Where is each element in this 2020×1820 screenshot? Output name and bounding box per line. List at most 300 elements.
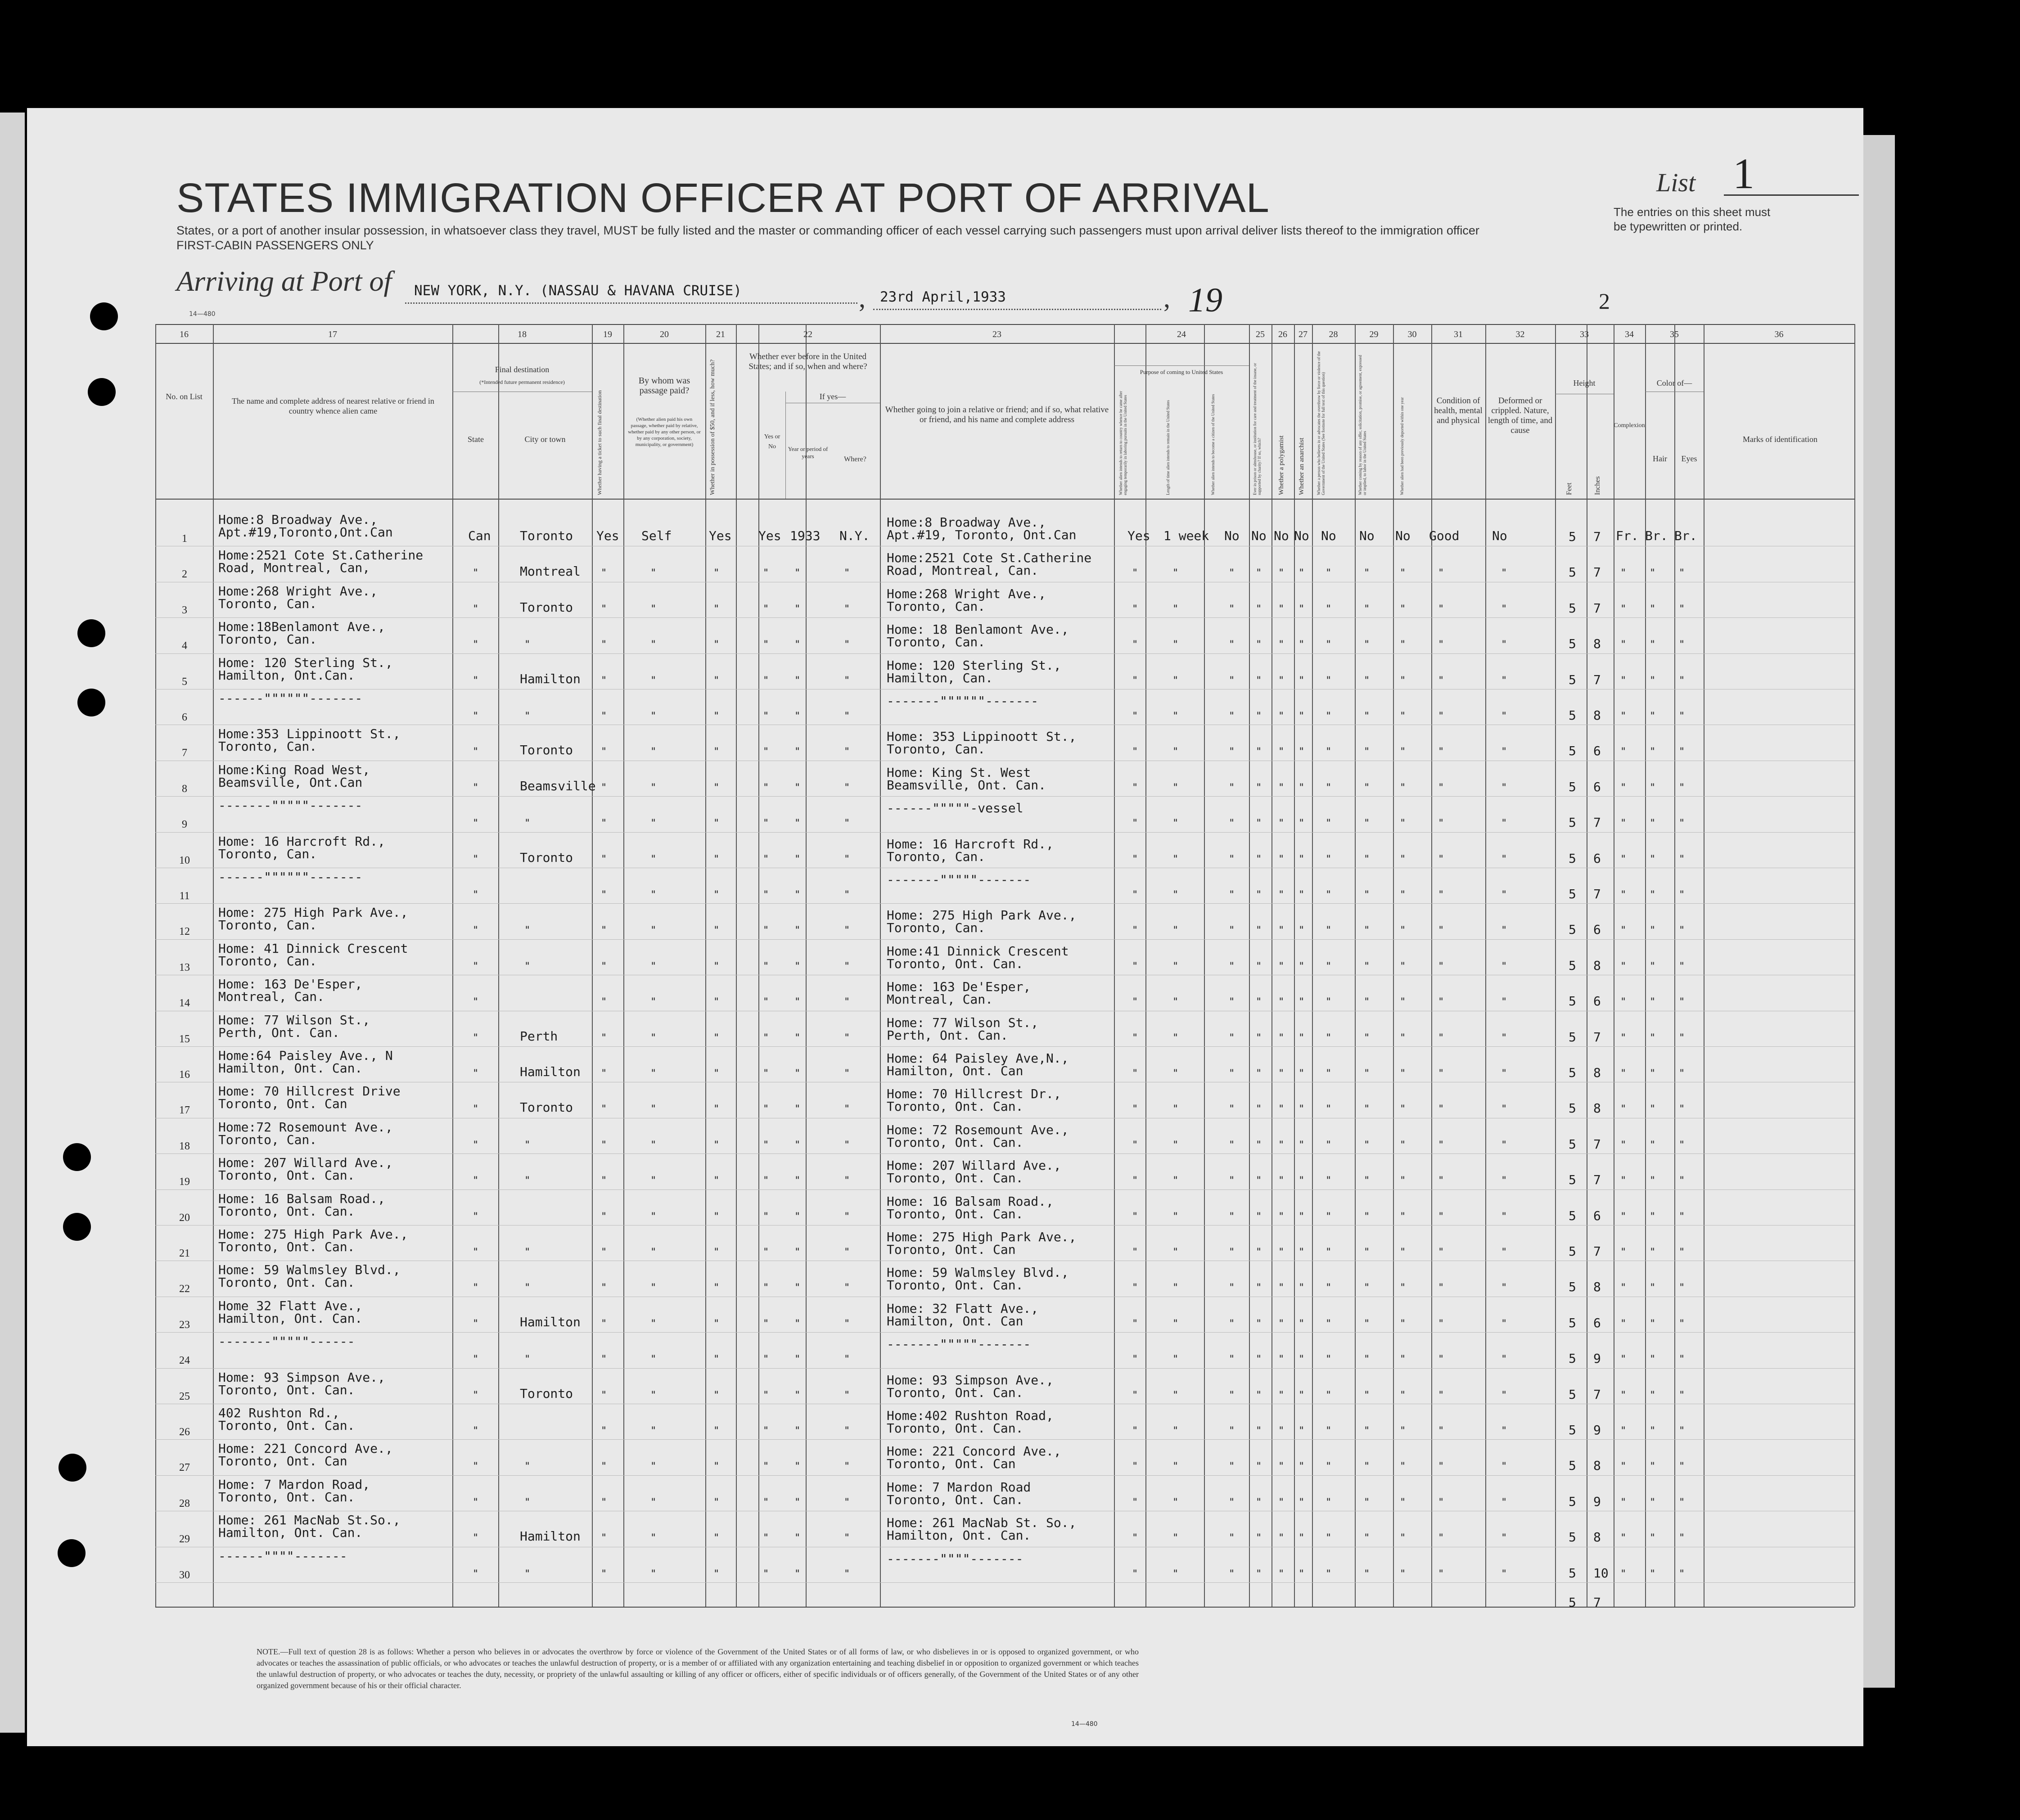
row-number: 23	[179, 1319, 190, 1331]
joining-address-line1: Home: 261 MacNab St. So.,	[887, 1515, 1077, 1531]
height-inches: 7	[1593, 1387, 1601, 1402]
ditto-mark: "	[1679, 1104, 1685, 1115]
ditto-mark: "	[1278, 1318, 1285, 1329]
ditto-mark: "	[1326, 1247, 1332, 1258]
ditto-mark: "	[1364, 925, 1370, 937]
ditto-mark: "	[1679, 1496, 1685, 1508]
ditto-mark: "	[763, 1568, 769, 1580]
ditto-mark: "	[1364, 1032, 1370, 1044]
ditto-mark: "	[713, 675, 720, 686]
ditto-mark: "	[524, 960, 531, 972]
ditto-mark: "	[1278, 996, 1285, 1008]
row-rule	[155, 1153, 1854, 1154]
height-inches: 8	[1593, 1458, 1601, 1473]
column-number: 24	[1177, 329, 1186, 339]
ditto-mark: "	[1679, 711, 1685, 722]
header-anarchist: Whether an anarchist	[1298, 437, 1305, 495]
ditto-mark: "	[1679, 746, 1685, 758]
ditto-mark: "	[794, 1354, 801, 1365]
joining-address-line2: Hamilton, Ont. Can	[887, 1313, 1024, 1329]
relative-address-line1: Home 32 Flatt Ave.,	[218, 1298, 363, 1313]
ditto-mark: "	[1679, 1175, 1685, 1187]
ditto-mark: "	[650, 818, 657, 829]
ditto-mark: "	[713, 1318, 720, 1329]
ditto-mark: "	[794, 675, 801, 686]
relative-address-line2: Road, Montreal, Can,	[218, 560, 370, 576]
header-yes-no: Yes or No	[764, 433, 780, 450]
ditto-mark: "	[1400, 1211, 1406, 1222]
ditto-mark: "	[763, 1068, 769, 1079]
ditto-mark: "	[1364, 1461, 1370, 1473]
ditto-mark: "	[473, 1247, 479, 1258]
relative-address-line2: Hamilton, Ont. Can.	[218, 1311, 363, 1326]
ditto-mark: "	[1229, 1425, 1235, 1437]
typewritten-note-line: be typewritten or printed.	[1614, 220, 1743, 233]
joining-address-line2: Toronto, Can.	[887, 920, 986, 936]
ditto-mark: "	[1256, 675, 1262, 686]
ditto-mark: "	[1326, 925, 1332, 937]
ditto-mark: "	[763, 889, 769, 901]
ditto-mark: "	[1620, 1568, 1627, 1580]
ditto-mark: "	[1256, 1211, 1262, 1222]
ditto-mark: "	[1679, 818, 1685, 829]
year-prefix: 19	[1188, 281, 1222, 319]
ditto-mark: "	[650, 1282, 657, 1294]
ditto-mark: "	[473, 1354, 479, 1365]
ditto-mark: "	[1229, 1247, 1235, 1258]
ditto-mark: "	[1256, 960, 1262, 972]
ditto-mark: "	[844, 746, 850, 758]
ditto-mark: "	[1132, 711, 1138, 722]
header-before-us: Whether ever before in the United States; and if so, when and where?	[748, 352, 867, 371]
ditto-mark: "	[1132, 568, 1138, 579]
ditto-mark: "	[1438, 639, 1444, 651]
ditto-mark: "	[1229, 1318, 1235, 1329]
height-inches: 7	[1593, 1595, 1601, 1610]
ditto-mark: "	[794, 746, 801, 758]
ditto-mark: "	[1650, 1461, 1656, 1473]
ditto-mark: "	[844, 1032, 850, 1044]
ditto-mark: "	[1299, 889, 1305, 901]
relative-address-line2: Toronto, Ont. Can.	[218, 1203, 355, 1219]
header-if-yes: If yes—	[819, 392, 846, 401]
ditto-mark: "	[1650, 960, 1656, 972]
joining-address-line1: Home:2521 Cote St.Catherine	[887, 550, 1092, 566]
ditto-mark: "	[844, 568, 850, 579]
row-rule	[155, 1475, 1854, 1476]
header-where: Where?	[844, 455, 866, 463]
joining-address-line2: Toronto, Ont. Can.	[887, 1171, 1024, 1186]
ditto-mark: "	[601, 1389, 607, 1401]
header-final-destination-note: (*Intended future permanent residence)	[479, 379, 565, 385]
ditto-mark: "	[794, 1104, 801, 1115]
relative-address-line1: Home: 16 Balsam Road.,	[218, 1191, 385, 1206]
ditto-mark: "	[473, 1496, 479, 1508]
ditto-mark: "	[1256, 1389, 1262, 1401]
ditto-mark: "	[1364, 1175, 1370, 1187]
ditto-mark: "	[601, 711, 607, 722]
ditto-mark: "	[1229, 1568, 1235, 1580]
row-rule	[155, 1582, 1854, 1583]
ditto-mark: "	[1620, 639, 1627, 651]
ditto-mark: "	[473, 675, 479, 686]
ditto-mark: "	[1438, 1104, 1444, 1115]
ditto-mark: "	[1278, 1532, 1285, 1544]
ditto-mark: "	[1364, 818, 1370, 829]
header-complexion: Complexion	[1614, 422, 1645, 429]
ditto-mark: "	[1679, 1282, 1685, 1294]
binder-hole	[90, 302, 118, 330]
ditto-mark: "	[794, 1175, 801, 1187]
ditto-mark: "	[1229, 925, 1235, 937]
ditto-mark: "	[1229, 818, 1235, 829]
ditto-mark: "	[601, 1104, 607, 1115]
ditto-mark: "	[1172, 1068, 1179, 1079]
relative-address-line1: Home: 221 Concord Ave.,	[218, 1441, 393, 1456]
ditto-mark: "	[763, 853, 769, 865]
ditto-mark: "	[1620, 675, 1627, 686]
row-number: 27	[179, 1462, 190, 1474]
row-number: 20	[179, 1212, 190, 1224]
ditto-mark: "	[1650, 818, 1656, 829]
ditto-mark: "	[1620, 1104, 1627, 1115]
relative-address-line1: Home: 120 Sterling St.,	[218, 655, 393, 670]
ditto-mark: "	[1132, 1318, 1138, 1329]
ditto-mark: "	[1679, 1354, 1685, 1365]
ditto-mark: "	[1172, 889, 1179, 901]
ditto-mark: "	[844, 1532, 850, 1544]
relative-address-line1: -------"""""-------	[218, 798, 363, 813]
ditto-mark: "	[1256, 1354, 1262, 1365]
relative-address-line1: Home: 70 Hillcrest Drive	[218, 1084, 401, 1099]
ditto-mark: "	[1400, 1175, 1406, 1187]
ditto-mark: "	[1256, 711, 1262, 722]
ditto-mark: "	[1679, 1568, 1685, 1580]
ditto-mark: "	[1132, 1389, 1138, 1401]
ditto-mark: "	[1438, 1532, 1444, 1544]
height-feet: 5	[1569, 1029, 1576, 1045]
ditto-mark: "	[1299, 1354, 1305, 1365]
ditto-mark: "	[1501, 1318, 1507, 1329]
ditto-mark: "	[1326, 1532, 1332, 1544]
ditto-mark: "	[1679, 1211, 1685, 1222]
row-number: 29	[179, 1533, 190, 1545]
joining-address-line2: Toronto, Ont. Can.	[887, 1135, 1024, 1150]
ditto-mark: "	[1229, 1104, 1235, 1115]
ditto-mark: "	[1364, 746, 1370, 758]
ditto-mark: "	[1132, 925, 1138, 937]
cell-city: Montreal	[520, 564, 581, 579]
height-inches: 8	[1593, 708, 1601, 723]
ditto-mark: "	[524, 1175, 531, 1187]
ditto-mark: "	[1299, 1461, 1305, 1473]
cell-before: Yes	[758, 528, 781, 543]
row-number: 19	[179, 1176, 190, 1188]
ditto-mark: "	[763, 960, 769, 972]
ditto-mark: "	[1679, 675, 1685, 686]
relative-address-line2: Apt.#19,Toronto,Ont.Can	[218, 525, 393, 540]
column-number: 17	[328, 329, 337, 339]
header-purpose-b: Length of time alien intends to remain in the United States	[1166, 400, 1170, 495]
ditto-mark: "	[1278, 568, 1285, 579]
ditto-mark: "	[524, 1354, 531, 1365]
ditto-mark: "	[650, 1032, 657, 1044]
relative-address-line1: ------""""""-------	[218, 691, 363, 706]
ditto-mark: "	[1299, 711, 1305, 722]
ditto-mark: "	[1400, 1104, 1406, 1115]
ditto-mark: "	[794, 1211, 801, 1222]
ditto-mark: "	[844, 1139, 850, 1151]
ditto-mark: "	[1501, 711, 1507, 722]
relative-address-line1: Home: 16 Harcroft Rd.,	[218, 833, 385, 849]
ditto-mark: "	[1229, 711, 1235, 722]
joining-address-line2: Toronto, Ont. Can.	[887, 1278, 1024, 1293]
ditto-mark: "	[1620, 818, 1627, 829]
ditto-mark: "	[601, 996, 607, 1008]
ditto-mark: "	[1299, 1139, 1305, 1151]
ditto-mark: "	[1438, 711, 1444, 722]
ditto-mark: "	[1438, 1568, 1444, 1580]
ditto-mark: "	[844, 853, 850, 865]
height-inches: 8	[1593, 1101, 1601, 1116]
height-inches: 7	[1593, 815, 1601, 830]
relative-address-line1: Home: 163 De'Esper,	[218, 977, 363, 992]
ditto-mark: "	[1299, 818, 1305, 829]
ditto-mark: "	[1278, 1068, 1285, 1079]
ditto-mark: "	[601, 1211, 607, 1222]
ditto-mark: "	[1438, 889, 1444, 901]
row-number: 13	[179, 961, 190, 973]
ditto-mark: "	[1364, 603, 1370, 615]
ditto-mark: "	[1501, 1104, 1507, 1115]
ditto-mark: "	[1438, 1282, 1444, 1294]
header-year-period: Year or period of years	[788, 446, 828, 460]
ditto-mark: "	[1501, 1389, 1507, 1401]
ditto-mark: "	[524, 1282, 531, 1294]
joining-address-line2: Toronto, Ont. Can.	[887, 1421, 1024, 1436]
joining-address-line1: -------""""""-------	[887, 694, 1039, 708]
ditto-mark: "	[1132, 1068, 1138, 1079]
manifest-table	[155, 324, 1854, 1610]
height-feet: 5	[1569, 600, 1576, 616]
height-feet: 5	[1569, 815, 1576, 830]
ditto-mark: "	[1620, 960, 1627, 972]
height-feet: 5	[1569, 529, 1576, 544]
footnote: NOTE.—Full text of question 28 is as follows: Whether a person who believes in or advocates the overthrow by force or violence of the Government of the United States or of all forms of law, or who disbelieves in or is opposed to organized government, or who advocates or teaches the assassination of public officials, or who advocates or teaches the unlawful destruction of property, or is a member of or affiliated with any organization entertaining and teaching disbelief in or opposition to organized government or which teaches the unlawful destruction of property, or who advocates or teaches the duty, necessity, or propriety of the unlawful assaulting or killing of any officer or officers, either of specific individuals or of officers generally, of the Government of the United States or of any other organized government because of his or their official character.	[257, 1647, 1139, 1690]
ditto-mark: "	[1501, 1032, 1507, 1044]
height-feet: 5	[1569, 1244, 1576, 1259]
ditto-mark: "	[1172, 639, 1179, 651]
port-of-arrival: NEW YORK, N.Y. (NASSAU & HAVANA CRUISE)	[414, 283, 742, 299]
ditto-mark: "	[1278, 1425, 1285, 1437]
ditto-mark: "	[1650, 782, 1656, 793]
row-number: 24	[179, 1355, 190, 1367]
ditto-mark: "	[1132, 960, 1138, 972]
row-number: 6	[182, 712, 187, 723]
ditto-mark: "	[1400, 1247, 1406, 1258]
ditto-mark: "	[650, 782, 657, 793]
ditto-mark: "	[1438, 1068, 1444, 1079]
relative-address-line1: -------"""""------	[218, 1334, 355, 1349]
ditto-mark: "	[1172, 603, 1179, 615]
ditto-mark: "	[1132, 1496, 1138, 1508]
ditto-mark: "	[650, 1568, 657, 1580]
column-number: 29	[1369, 329, 1379, 339]
ditto-mark: "	[473, 746, 479, 758]
cell-c25: No	[1251, 528, 1267, 543]
cell-c26: No	[1274, 528, 1289, 543]
joining-address-line2: Toronto, Can.	[887, 599, 986, 614]
ditto-mark: "	[1326, 568, 1332, 579]
ditto-mark: "	[1229, 1354, 1235, 1365]
ditto-mark: "	[1326, 1496, 1332, 1508]
height-inches: 6	[1593, 1208, 1601, 1223]
joining-address-line1: Home: 275 High Park Ave.,	[887, 908, 1077, 923]
joining-address-line2: Beamsville, Ont. Can.	[887, 777, 1046, 793]
ditto-mark: "	[1229, 1032, 1235, 1044]
ditto-mark: "	[1650, 1282, 1656, 1294]
ditto-mark: "	[1438, 1139, 1444, 1151]
relative-address-line1: Home:18Benlamont Ave.,	[218, 619, 385, 635]
ditto-mark: "	[763, 1104, 769, 1115]
ditto-mark: "	[713, 1175, 720, 1187]
height-inches: 6	[1593, 1315, 1601, 1330]
ditto-mark: "	[1501, 675, 1507, 686]
ditto-mark: "	[650, 1532, 657, 1544]
ditto-mark: "	[794, 603, 801, 615]
ditto-mark: "	[1256, 1568, 1262, 1580]
ditto-mark: "	[1256, 639, 1262, 651]
ditto-mark: "	[713, 1068, 720, 1079]
ditto-mark: "	[844, 889, 850, 901]
ditto-mark: "	[1620, 1032, 1627, 1044]
row-rule	[155, 653, 1854, 654]
ditto-mark: "	[1501, 1139, 1507, 1151]
ditto-mark: "	[763, 782, 769, 793]
ditto-mark: "	[1364, 1389, 1370, 1401]
ditto-mark: "	[1299, 1568, 1305, 1580]
ditto-mark: "	[1326, 1139, 1332, 1151]
ditto-mark: "	[794, 1532, 801, 1544]
ditto-mark: "	[1172, 925, 1179, 937]
ditto-mark: "	[1364, 1496, 1370, 1508]
ditto-mark: "	[794, 960, 801, 972]
ditto-mark: "	[1132, 1032, 1138, 1044]
row-rule	[155, 1439, 1854, 1440]
header-hair: Hair	[1653, 454, 1667, 463]
ditto-mark: "	[1679, 1032, 1685, 1044]
height-feet: 5	[1569, 1458, 1576, 1473]
ditto-mark: "	[1620, 853, 1627, 865]
ditto-mark: "	[1326, 1104, 1332, 1115]
height-inches: 7	[1593, 565, 1601, 580]
ditto-mark: "	[844, 1461, 850, 1473]
column-number: 25	[1256, 329, 1265, 339]
ditto-mark: "	[844, 818, 850, 829]
row-rule	[155, 617, 1854, 618]
ditto-mark: "	[844, 603, 850, 615]
ditto-mark: "	[1438, 1461, 1444, 1473]
relative-address-line2: Beamsville, Ont.Can	[218, 775, 363, 790]
height-inches: 7	[1593, 529, 1601, 544]
cell-c27: No	[1294, 528, 1309, 543]
ditto-mark: "	[1172, 1568, 1179, 1580]
ditto-mark: "	[1438, 925, 1444, 937]
ditto-mark: "	[1501, 568, 1507, 579]
ditto-mark: "	[1172, 1389, 1179, 1401]
row-number: 16	[179, 1069, 190, 1081]
ditto-mark: "	[794, 568, 801, 579]
ditto-mark: "	[713, 1032, 720, 1044]
footnote-form-number: 14—480	[1071, 1721, 1098, 1728]
ditto-mark: "	[1256, 1461, 1262, 1473]
ditto-mark: "	[601, 1354, 607, 1365]
header-marks: Marks of identification	[1743, 435, 1817, 444]
ditto-mark: "	[1501, 1425, 1507, 1437]
ditto-mark: "	[1679, 782, 1685, 793]
relative-address-line2: Hamilton, Ont. Can.	[218, 1061, 363, 1076]
ditto-mark: "	[473, 1425, 479, 1437]
ditto-mark: "	[1650, 1211, 1656, 1222]
ditto-mark: "	[1229, 1139, 1235, 1151]
ditto-mark: "	[650, 603, 657, 615]
ditto-mark: "	[650, 1139, 657, 1151]
ditto-mark: "	[650, 1318, 657, 1329]
ditto-mark: "	[1501, 1496, 1507, 1508]
ditto-mark: "	[1679, 996, 1685, 1008]
ditto-mark: "	[713, 960, 720, 972]
ditto-mark: "	[1256, 818, 1262, 829]
ditto-mark: "	[713, 1389, 720, 1401]
row-number: 2	[182, 568, 187, 581]
cell-ticket: Yes	[596, 528, 619, 543]
height-inches: 7	[1593, 600, 1601, 616]
ditto-mark: "	[1650, 1139, 1656, 1151]
ditto-mark: "	[1299, 925, 1305, 937]
ditto-mark: "	[1229, 853, 1235, 865]
joining-address-line1: Home: 70 Hillcrest Dr.,	[887, 1086, 1061, 1102]
ditto-mark: "	[1364, 1568, 1370, 1580]
ditto-mark: "	[1278, 711, 1285, 722]
joining-address-line2: Toronto, Can.	[887, 849, 986, 864]
ditto-mark: "	[601, 1068, 607, 1079]
relative-address-line2: Toronto, Can.	[218, 846, 317, 861]
ditto-mark: "	[473, 639, 479, 651]
ditto-mark: "	[473, 1068, 479, 1079]
ditto-mark: "	[1400, 1139, 1406, 1151]
ditto-mark: "	[1326, 1389, 1332, 1401]
height-inches: 6	[1593, 743, 1601, 759]
ditto-mark: "	[1278, 889, 1285, 901]
ditto-mark: "	[601, 1175, 607, 1187]
joining-address-line1: -------"""""-------	[887, 1337, 1031, 1352]
ditto-mark: "	[1172, 1282, 1179, 1294]
ditto-mark: "	[1229, 1211, 1235, 1222]
ditto-mark: "	[1400, 675, 1406, 686]
ditto-mark: "	[473, 568, 479, 579]
ditto-mark: "	[713, 889, 720, 901]
ditto-mark: "	[1132, 1247, 1138, 1258]
joining-address-line1: Home:41 Dinnick Crescent	[887, 943, 1069, 959]
ditto-mark: "	[1364, 960, 1370, 972]
ditto-mark: "	[1364, 639, 1370, 651]
ditto-mark: "	[713, 1282, 720, 1294]
relative-address-line2: Toronto, Ont. Can.	[218, 1275, 355, 1290]
ditto-mark: "	[1132, 818, 1138, 829]
ditto-mark: "	[524, 818, 531, 829]
relative-address-line1: Home:64 Paisley Ave., N	[218, 1048, 393, 1063]
ditto-mark: "	[713, 782, 720, 793]
